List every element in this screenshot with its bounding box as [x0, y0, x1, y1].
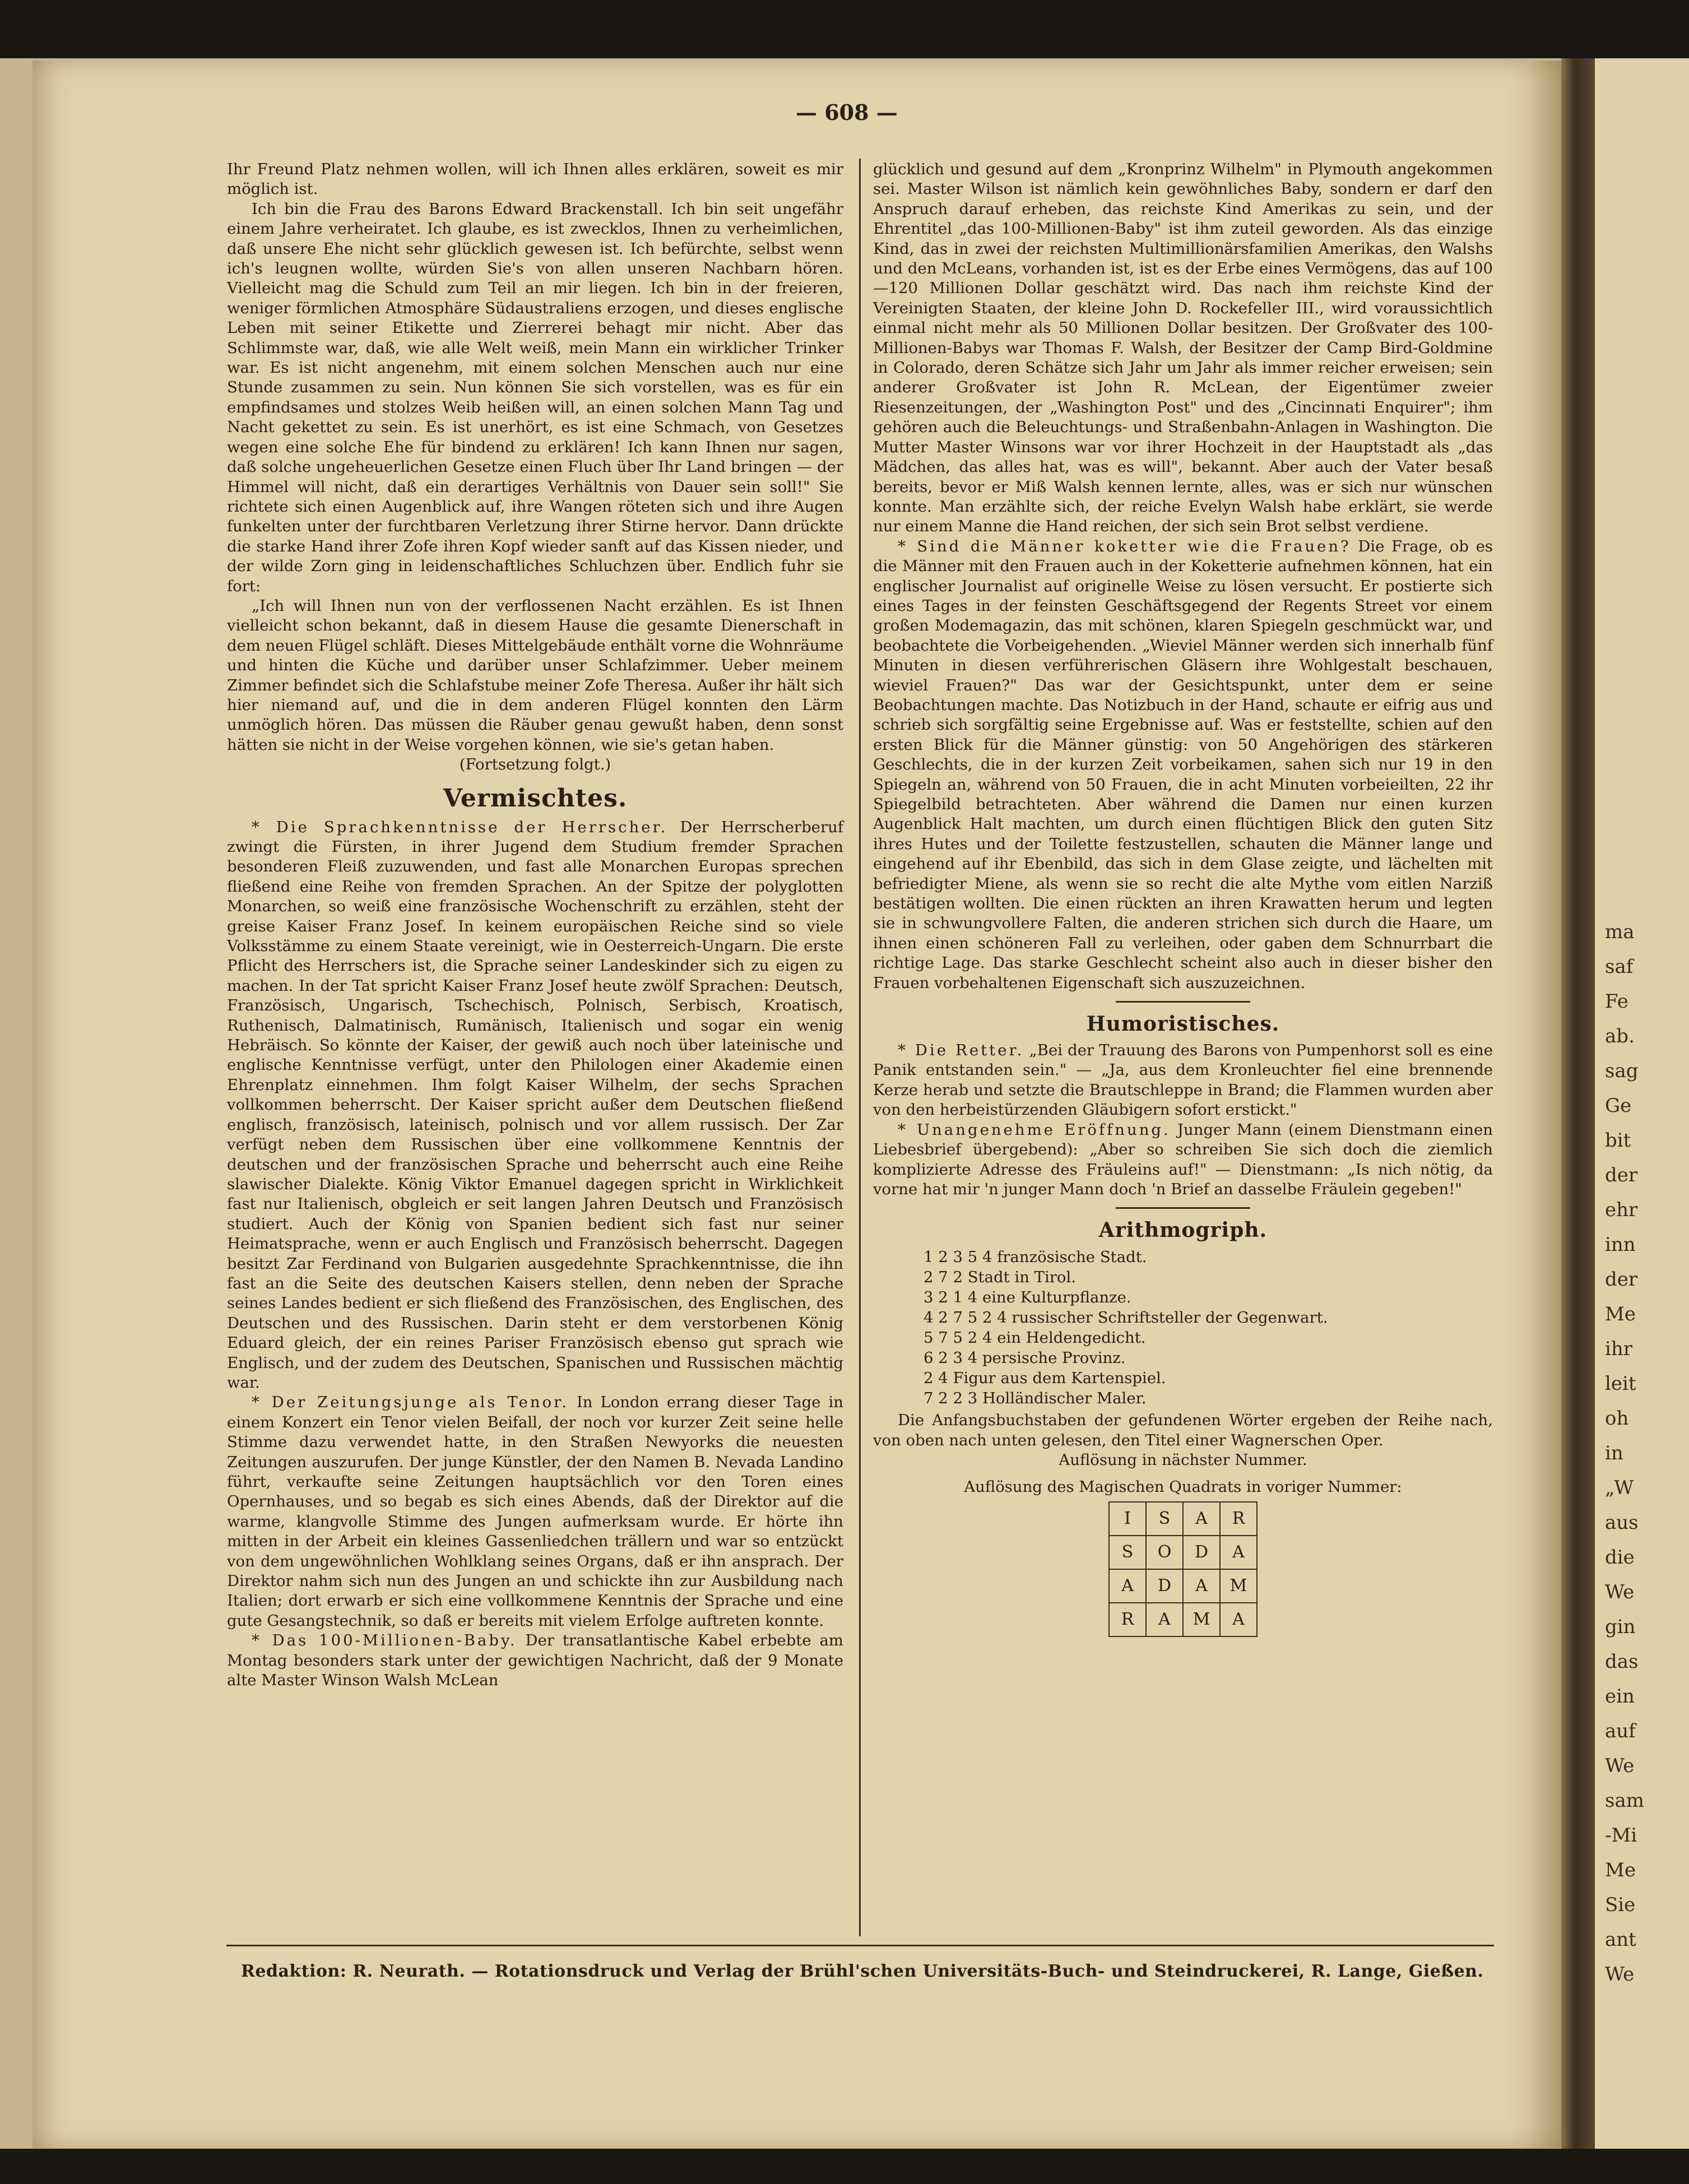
adjacent-page-fragment: -Mi — [1605, 1824, 1637, 1847]
adjacent-page-fragment: der — [1605, 1268, 1638, 1291]
adjacent-page-fragment: aus — [1605, 1511, 1639, 1534]
arith-row: 1 2 3 5 4 französische Stadt. — [924, 1248, 1147, 1267]
arithmogriph-rows — [924, 1247, 1493, 1408]
adjacent-page-fragment: das — [1605, 1650, 1639, 1673]
adjacent-page-fragment: Me — [1605, 1859, 1636, 1881]
arith-row: 2 7 2 Stadt in Tirol. — [924, 1268, 1076, 1287]
humor-heading: * Unangenehme Eröffnung. — [898, 1120, 1171, 1139]
adjacent-page-fragment: ab. — [1605, 1025, 1635, 1047]
adjacent-page-fragment: „W — [1605, 1477, 1634, 1499]
misc-text: In London errang dieser Tage in einem Konzert ein Tenor vielen Beifall, der noch vor kurzer Zeit seine helle Stimme dazu verwendet hatte, in den Straßen Newyorks die neuesten Zeitungen auszurufen. Der junge Künstler, der den Namen B. Nevada Landino führt, verkaufte seine Zeitungen hauptsächlich vor den Toren eines Opernhauses, und so begab es sich eines Abends, daß der Direktor auf die warme, klangvolle Stimme des Jungen aufmerksam wurde. Er hörte ihn mitten in der Arbeit ein kleines Gassenliedchen trällern und war so entzückt von dem ungewöhnlichen Wohlklang seines Organs, daß er ihn ansprach. Der Direktor nahm sich nun des Jungen an und schickte ihn zur Ausbildung nach Italien; dort erwarb er sich eine vollkommene Kenntnis der Sprache und eine gute Gesangstechnik, so daß er bereits mit vielem Erfolge auftreten konnte. — [227, 1393, 843, 1630]
misc-text: Der transatlantische Kabel erbebte am Montag besonders stark unter der gewichtigen Nachricht, daß der 9 Monate alte Master Winson Walsh McLean — [227, 1631, 843, 1690]
magic-square — [1108, 1501, 1258, 1637]
magic-cell: S — [1146, 1502, 1183, 1536]
magic-cell: M — [1183, 1603, 1220, 1636]
story-paragraph: Ich bin die Frau des Barons Edward Brackenstall. Ich bin seit ungefähr einem Jahre verheiratet. Ich glaube, es ist zwecklos, Ihnen zu verheimlichen, daß unsere Ehe nicht sehr glücklich gewesen ist. Ich befürchte, selbst wenn ich's leugnen wollte, würden Sie's von allen unseren Nachbarn hören. Vielleicht mag die Schuld zum Teil an mir liegen. Ich bin in der freieren, weniger förmlichen Atmosphäre Südaustraliens erzogen, und dieses englische Leben mit seiner Etikette und Zierrerei behagt mir nicht. Aber das Schlimmste war, daß, wie alle Welt weiß, mein Mann ein wirklicher Trinker war. Es ist nicht angenehm, mit einem solchen Menschen auch nur eine Stunde zusammen zu sein. Nun können Sie sich vorstellen, was es für ein empfindsames und stolzes Weib heißen will, an einen solchen Mann Tag und Nacht gekettet zu sein. Es ist unerhört, es ist eine Schmach, von Gesetzes wegen eine solche Ehe für bindend zu erklären! Ich kann Ihnen nur sagen, daß solche ungeheuerlichen Gesetze einen Fluch über Ihr Land bringen — der Himmel will nicht, daß ein derartiges Verhältnis von Dauer sein soll!" Sie richtete sich einen Augenblick auf, ihre Wangen röteten sich und ihre Augen funkelten unter der furchtbaren Verletzung ihrer Stirne hervor. Dann drückte die starke Hand ihrer Zofe ihren Kopf wieder sanft auf das Kissen nieder, und der wilde Zorn ging in leidenschaftliches Schluchzen über. Endlich fuhr sie fort: — [227, 200, 843, 595]
misc-text: Der Herrscherberuf zwingt die Fürsten, in ihrer Jugend dem Studium fremder Sprachen besonderen Fleiß zuzuwenden, und fast alle Monarchen Europas sprechen fließend eine Reihe von fremden Sprachen. An der Spitze der polyglotten Monarchen, so weiß eine französische Wochenschrift zu erzählen, steht der greise Kaiser Franz Josef. In keinem europäischen Reiche sind so viele Volksstämme zu einem Staate vereinigt, wie in Oesterreich-Ungarn. Die erste Pflicht des Herrschers ist, die Sprache seiner Landeskinder sich zu eigen zu machen. In der Tat spricht Kaiser Franz Josef heute zwölf Sprachen: Deutsch, Französisch, Ungarisch, Tschechisch, Polnisch, Serbisch, Kroatisch, Ruthenisch, Dalmatinisch, Rumänisch, Italienisch und sogar ein wenig Hebräisch. So könnte der Kaiser, der gewiß auch noch über lateinische und englische Kenntnisse verfügt, unter den Philologen einer Akademie einen Ehrenplatz einnehmen. Ihm folgt Kaiser Wilhelm, der sechs Sprachen vollkommen beherrscht. Der Kaiser spricht außer dem Deutschen fließend englisch, französisch, lateinisch, polnisch und vor allem russisch. Der Zar verfügt neben dem Russischen über eine vollkommene Kenntnis der deutschen und der französischen Sprache und beherrscht auch eine Reihe slawischer Dialekte. König Viktor Emanuel dagegen spricht in Wirklichkeit fast nur Italienisch, obgleich er seit langen Jahren Deutsch und Französisch studiert. Auch der König von Spanien bedient sich fast nur seiner Heimatsprache, wenn er auch Englisch und Französisch beherrscht. Dagegen besitzt Zar Ferdinand von Bulgarien ausgedehnte Sprachkenntnisse, die ihn fast an die Seite des deutschen Kaisers stellen, denn neben der Sprache seines Landes bedient er sich fließend des Französischen, des Englischen, des Deutschen und des Russischen. Darin steht er dem verstorbenen König Eduard gleich, der ein reines Pariser Französisch ebenso gut sprach wie Englisch, und der zudem des Deutschen, Spanischen und Russischen mächtig war. — [227, 818, 843, 1392]
adjacent-page-fragment: ihr — [1605, 1338, 1633, 1360]
misc-heading: * Das 100-Millionen-Baby. — [252, 1631, 517, 1650]
adjacent-page-fragment: We — [1605, 1755, 1635, 1777]
adjacent-page-fragment: ma — [1605, 921, 1635, 943]
humor-item — [873, 1120, 1493, 1200]
coquet-article — [873, 537, 1493, 993]
continuation-note: (Fortsetzung folgt.) — [459, 755, 611, 774]
magic-cell: R — [1109, 1603, 1146, 1636]
magic-cell: A — [1220, 1536, 1257, 1569]
adjacent-page-fragment: Sie — [1605, 1894, 1636, 1916]
magic-square-title: Auflösung des Magischen Quadrats in voriger Nummer: — [964, 1477, 1402, 1496]
page-number: — 608 — — [796, 100, 898, 125]
magic-cell: S — [1109, 1536, 1146, 1569]
misc-heading: * Der Zeitungsjunge als Tenor. — [252, 1393, 569, 1412]
imprint-footer: Redaktion: R. Neurath. — Rotationsdruck und Verlag der Brühl'schen Universitäts-Buch- und Steindruckerei, R. Lange, Gießen. — [241, 1962, 1484, 1981]
footer-rule — [226, 1945, 1494, 1946]
adjacent-page-fragment: bit — [1605, 1129, 1631, 1152]
adjacent-page-fragment: inn — [1605, 1234, 1636, 1256]
adjacent-page-fragment: sag — [1605, 1060, 1639, 1082]
section-rule — [1116, 1001, 1250, 1003]
magic-cell: M — [1220, 1569, 1257, 1603]
section-title-arithmogriph: Arithmogriph. — [1098, 1218, 1268, 1242]
adjacent-page-fragment: leit — [1605, 1372, 1636, 1395]
magic-cell: A — [1109, 1569, 1146, 1603]
section-title-humor: Humoristisches. — [1086, 1012, 1280, 1036]
section-title-vermischtes: Vermischtes. — [443, 783, 628, 813]
adjacent-page-fragment: ant — [1605, 1928, 1636, 1951]
story-paragraph: „Ich will Ihnen nun von der verflossenen Nacht erzählen. Es ist Ihnen vielleicht schon bekannt, daß in diesem Hause die gesamte Dienerschaft in dem neuen Flügel schläft. Dieses Mittelgebäude enthält vorne die Wohnräume und hinten die Küche und darüber unser Schlafzimmer. Ueber meinem Zimmer befindet sich die Schlafstube meiner Zofe Theresa. Außer ihr hält sich hier niemand auf, und die in dem anderen Flügel konnten den Lärm unmöglich hören. Das müssen die Räuber genau gewußt haben, denn sonst hätten sie nicht in der Weise vorgehen können, wie sie's getan haben. — [227, 596, 843, 754]
misc-article — [227, 818, 843, 1393]
adjacent-page-fragment: We — [1605, 1963, 1635, 1986]
adjacent-page-fragment: sam — [1605, 1789, 1644, 1812]
story-paragraph: Ihr Freund Platz nehmen wollen, will ich Ihnen alles erklären, soweit es mir möglich ist. — [227, 160, 843, 198]
arith-row: 3 2 1 4 eine Kulturpflanze. — [924, 1288, 1131, 1307]
baby-article-continued: glücklich und gesund auf dem „Kronprinz Wilhelm" in Plymouth angekommen sei. Master Wilson ist nämlich kein gewöhnliches Baby, sondern er darf den Anspruch darauf erheben, das reichste Kind Amerikas zu sein, und der Ehrentitel „das 100-Millionen-Baby" ist ihm zuteil geworden. Als das einzige Kind, das in zwei der reichsten Multimillionärsfamilien Amerikas, den Walshs und den McLeans, vorhanden ist, ist es der Erbe eines Vermögens, das auf 100—120 Millionen Dollar geschätzt wird. Das nach ihm reichste Kind der Vereinigten Staaten, der kleine John D. Rockefeller III., wird voraussichtlich einmal nicht mehr als 50 Millionen Dollar besitzen. Der Großvater des 100-Millionen-Babys war Thomas F. Walsh, der Besitzer der Camp Bird-Goldmine in Colorado, deren Schätze sich Jahr um Jahr als immer reicher erweisen; sein anderer Großvater ist John R. McLean, der Eigentümer zweier Riesenzeitungen, der „Washington Post" und des „Cincinnati Enquirer"; ihm gehören auch die Beleuchtungs- und Straßenbahn-Anlagen in Washington. Die Mutter Master Winsons war vor ihrer Hochzeit in der Hauptstadt als „das Mädchen, das alles hat, was es will", bekannt. Aber auch der Vater besaß bereits, bevor er Miß Walsh kennen lernte, alles, was er sich nur wünschen konnte. Man erzählte sich, der reiche Evelyn Walsh habe erklärt, sie werde nur einem Manne die Hand reichen, der sich sein Brot selbst verdiene. — [873, 160, 1493, 536]
humor-text: „Bei der Trauung des Barons von Pumpenhorst soll es eine Panik entstanden sein." — „Ja, aus dem Kronleuchter fiel eine brennende Kerze herab und setzte die Brautschleppe in Brand; die Flammen wurden aber von den herbeistürzenden Gläubigern sofort erstickt." — [873, 1041, 1493, 1119]
misc-article — [227, 1393, 843, 1631]
magic-cell: R — [1220, 1502, 1257, 1536]
humor-heading: * Die Retter. — [898, 1041, 1024, 1060]
magic-cell: O — [1146, 1536, 1183, 1569]
magic-cell: D — [1183, 1536, 1220, 1569]
arith-row: 6 2 3 4 persische Provinz. — [924, 1349, 1126, 1367]
adjacent-page-fragment: Me — [1605, 1303, 1636, 1325]
adjacent-page-fragment: ehr — [1605, 1199, 1638, 1221]
adjacent-page — [1595, 58, 1689, 2149]
arith-note: Die Anfangsbuchstaben der gefundenen Wörter ergeben der Reihe nach, von oben nach unten gelesen, den Titel einer Wagnerschen Oper. — [873, 1411, 1493, 1449]
misc-heading: * Die Sprachkenntnisse der Herrscher. — [252, 818, 668, 836]
magic-cell: D — [1146, 1569, 1183, 1603]
adjacent-page-fragment: oh — [1605, 1407, 1629, 1430]
arith-solution-note: Auflösung in nächster Nummer. — [1059, 1451, 1307, 1469]
book-gutter — [1561, 58, 1595, 2149]
adjacent-page-fragment: der — [1605, 1164, 1638, 1186]
humor-item — [873, 1041, 1493, 1120]
magic-cell: A — [1146, 1603, 1183, 1636]
magic-cell: A — [1220, 1603, 1257, 1636]
magic-cell: I — [1109, 1502, 1146, 1536]
adjacent-page-fragment: saf — [1605, 956, 1634, 978]
adjacent-page-fragment: We — [1605, 1581, 1635, 1603]
adjacent-page-fragment: in — [1605, 1442, 1623, 1464]
arith-row: 5 7 5 2 4 ein Heldengedicht. — [924, 1329, 1146, 1347]
adjacent-page-fragment: auf — [1605, 1720, 1636, 1742]
misc-article — [227, 1631, 843, 1690]
arith-row: 7 2 2 3 Holländischer Maler. — [924, 1389, 1147, 1408]
adjacent-page-fragment: Ge — [1605, 1095, 1632, 1117]
adjacent-page-fragment: gin — [1605, 1616, 1636, 1638]
column-right — [873, 160, 1493, 1637]
humor-text: Junger Mann (einem Dienstmann einen Liebesbrief übergebend): „Aber so schreiben Sie sich doch die ziemlich komplizierte Adresse des Fräuleins auf!" — Dienstmann: „Is nich nötig, da vorne hat mir 'n junger Mann doch 'n Brief an dasselbe Fräulein gegeben!" — [873, 1120, 1493, 1198]
magic-cell: A — [1183, 1569, 1220, 1603]
adjacent-page-fragment: ein — [1605, 1685, 1635, 1708]
coquet-text: Die Frage, ob es die Männer mit den Frauen auch in der Koketterie aufnehmen können, hat ein englischer Journalist auf originelle Weise zu lösen versucht. Er postierte sich eines Tages in der feinsten Geschäftsgegend der Regents Street vor einem großen Modemagazin, das mit schönen, klaren Spiegeln geschmückt war, und beobachtete die Vorbeigehenden. „Wieviel Männer werden sich innerhalb fünf Minuten in diesen verführerischen Gläsern ihre Wohlgestalt beschauen, wieviel Frauen?" Das war der Gesichtspunkt, unter dem er seine Beobachtungen machte. Das Notizbuch in der Hand, schaute er eifrig aus und schrieb sich sorgfältig seine Ergebnisse auf. Was er feststellte, schien auf den ersten Blick für die Männer günstig: von 50 Angehörigen des stärkeren Geschlechts, die in der kurzen Zeit vorbeikamen, sahen sich nur 19 in den Spiegeln an, während von 50 Frauen, die in acht Minuten vorbeieilten, 22 ihr Spiegelbild betrachteten. Aber während die Damen nur einen kurzen Augenblick Halt machten, um durch einen flüchtigen Blick den guten Sitz ihres Hutes und der Toilette festzustellen, schauten die Männer lange und eingehend auf ihr Ebenbild, das sich in dem Glase zeigte, und lächelten mit befriedigter Miene, als wenn sie so recht die alte Mythe vom eitlen Narziß bestätigen wollten. Die einen rückten an ihren Krawatten herum und legten sie in schwungvollere Falten, die anderen strichen sich durch die Haare, um ihnen einen schöneren Fall zu verleihen, oder gaben dem Schnurrbart die richtige Lage. Das starke Geschlecht scheint also auch in dieser bisher den Frauen vorbehaltenen Eigenschaft sich auszuzeichnen. — [873, 537, 1493, 992]
arith-row: 4 2 7 5 2 4 russischer Schriftsteller der Gegenwart. — [924, 1309, 1328, 1327]
adjacent-page-fragment: die — [1605, 1546, 1635, 1569]
magic-cell: A — [1183, 1502, 1220, 1536]
arith-row: 2 4 Figur aus dem Kartenspiel. — [924, 1369, 1166, 1388]
adjacent-page-fragment: Fe — [1605, 990, 1628, 1013]
column-divider — [859, 159, 861, 1936]
section-rule — [1116, 1207, 1250, 1209]
column-left — [227, 160, 843, 1690]
coquet-heading: * Sind die Männer koketter wie die Frauen? — [898, 537, 1351, 555]
